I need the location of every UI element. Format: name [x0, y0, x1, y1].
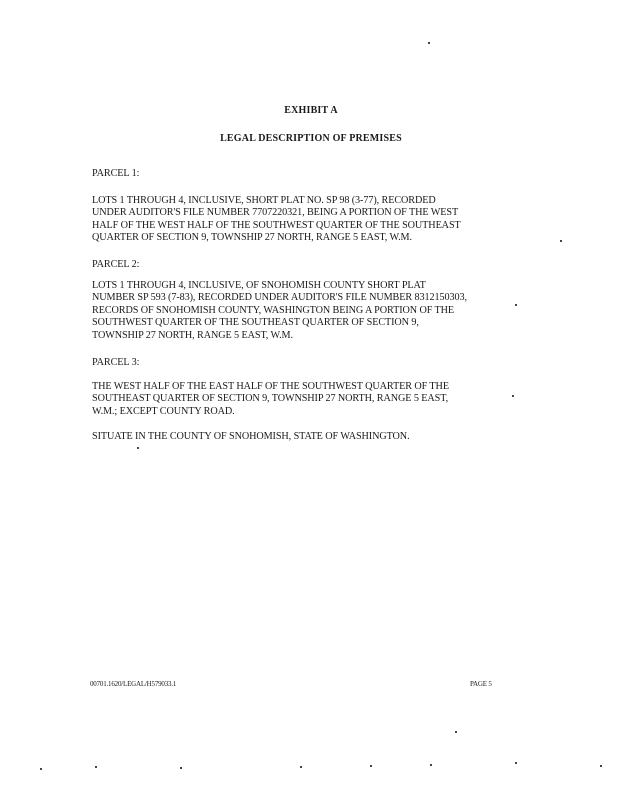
- parcel-2-line: LOTS 1 THROUGH 4, INCLUSIVE, OF SNOHOMISH COUNTY SHORT PLAT: [92, 280, 426, 291]
- parcel-2-line: RECORDS OF SNOHOMISH COUNTY, WASHINGTON BEING A PORTION OF THE: [92, 304, 455, 316]
- parcel-2-line: NUMBER SP 593 (7-83), RECORDED UNDER AUDITOR'S FILE NUMBER 8312150303,: [92, 292, 467, 304]
- parcel-3-line: THE WEST HALF OF THE EAST HALF OF THE SOUTHWEST QUARTER OF THE: [92, 381, 449, 392]
- parcel-1-line: QUARTER OF SECTION 9, TOWNSHIP 27 NORTH, RANGE 5 EAST, W.M.: [92, 232, 412, 244]
- parcel-1-line: UNDER AUDITOR'S FILE NUMBER 7707220321, BEING A PORTION OF THE WEST: [92, 207, 459, 219]
- scan-speck: [455, 731, 457, 733]
- parcel-1-heading: PARCEL 1:: [92, 168, 140, 179]
- scan-speck: [40, 768, 42, 770]
- scan-speck: [428, 42, 430, 44]
- parcel-1-line: HALF OF THE WEST HALF OF THE SOUTHWEST QUARTER OF THE SOUTHEAST: [92, 219, 461, 231]
- scan-speck: [300, 766, 302, 768]
- scan-speck: [430, 764, 432, 766]
- exhibit-title: EXHIBIT A: [284, 105, 338, 116]
- parcel-1-description: [92, 195, 542, 245]
- scan-speck: [512, 395, 514, 397]
- scan-speck: [370, 765, 372, 767]
- parcel-3-description: [92, 381, 542, 418]
- parcel-3-line: SOUTHEAST QUARTER OF SECTION 9, TOWNSHIP 27 NORTH, RANGE 5 EAST,: [92, 393, 449, 405]
- scan-speck: [560, 240, 562, 242]
- scan-speck: [180, 767, 182, 769]
- parcel-3-line: W.M.; EXCEPT COUNTY ROAD.: [92, 405, 235, 417]
- parcel-2-description: [92, 280, 542, 342]
- parcel-3-heading: PARCEL 3:: [92, 357, 140, 368]
- parcel-1-line: LOTS 1 THROUGH 4, INCLUSIVE, SHORT PLAT NO. SP 98 (3-77), RECORDED: [92, 195, 436, 206]
- scan-speck: [600, 765, 602, 767]
- parcel-2-heading: PARCEL 2:: [92, 259, 140, 270]
- parcel-2-line: TOWNSHIP 27 NORTH, RANGE 5 EAST, W.M.: [92, 329, 293, 341]
- parcel-2-line: SOUTHWEST QUARTER OF THE SOUTHEAST QUARTER OF SECTION 9,: [92, 317, 419, 329]
- scan-speck: [515, 762, 517, 764]
- document-subtitle: LEGAL DESCRIPTION OF PREMISES: [220, 133, 402, 144]
- situate-statement: SITUATE IN THE COUNTY OF SNOHOMISH, STATE OF WASHINGTON.: [92, 431, 410, 442]
- scan-speck: [515, 304, 517, 306]
- footer-document-id: 00701.1620/LEGAL/H579033.1: [90, 680, 177, 688]
- footer-page-number: PAGE 5: [470, 680, 492, 688]
- scan-speck: [95, 766, 97, 768]
- scan-speck: [137, 447, 139, 449]
